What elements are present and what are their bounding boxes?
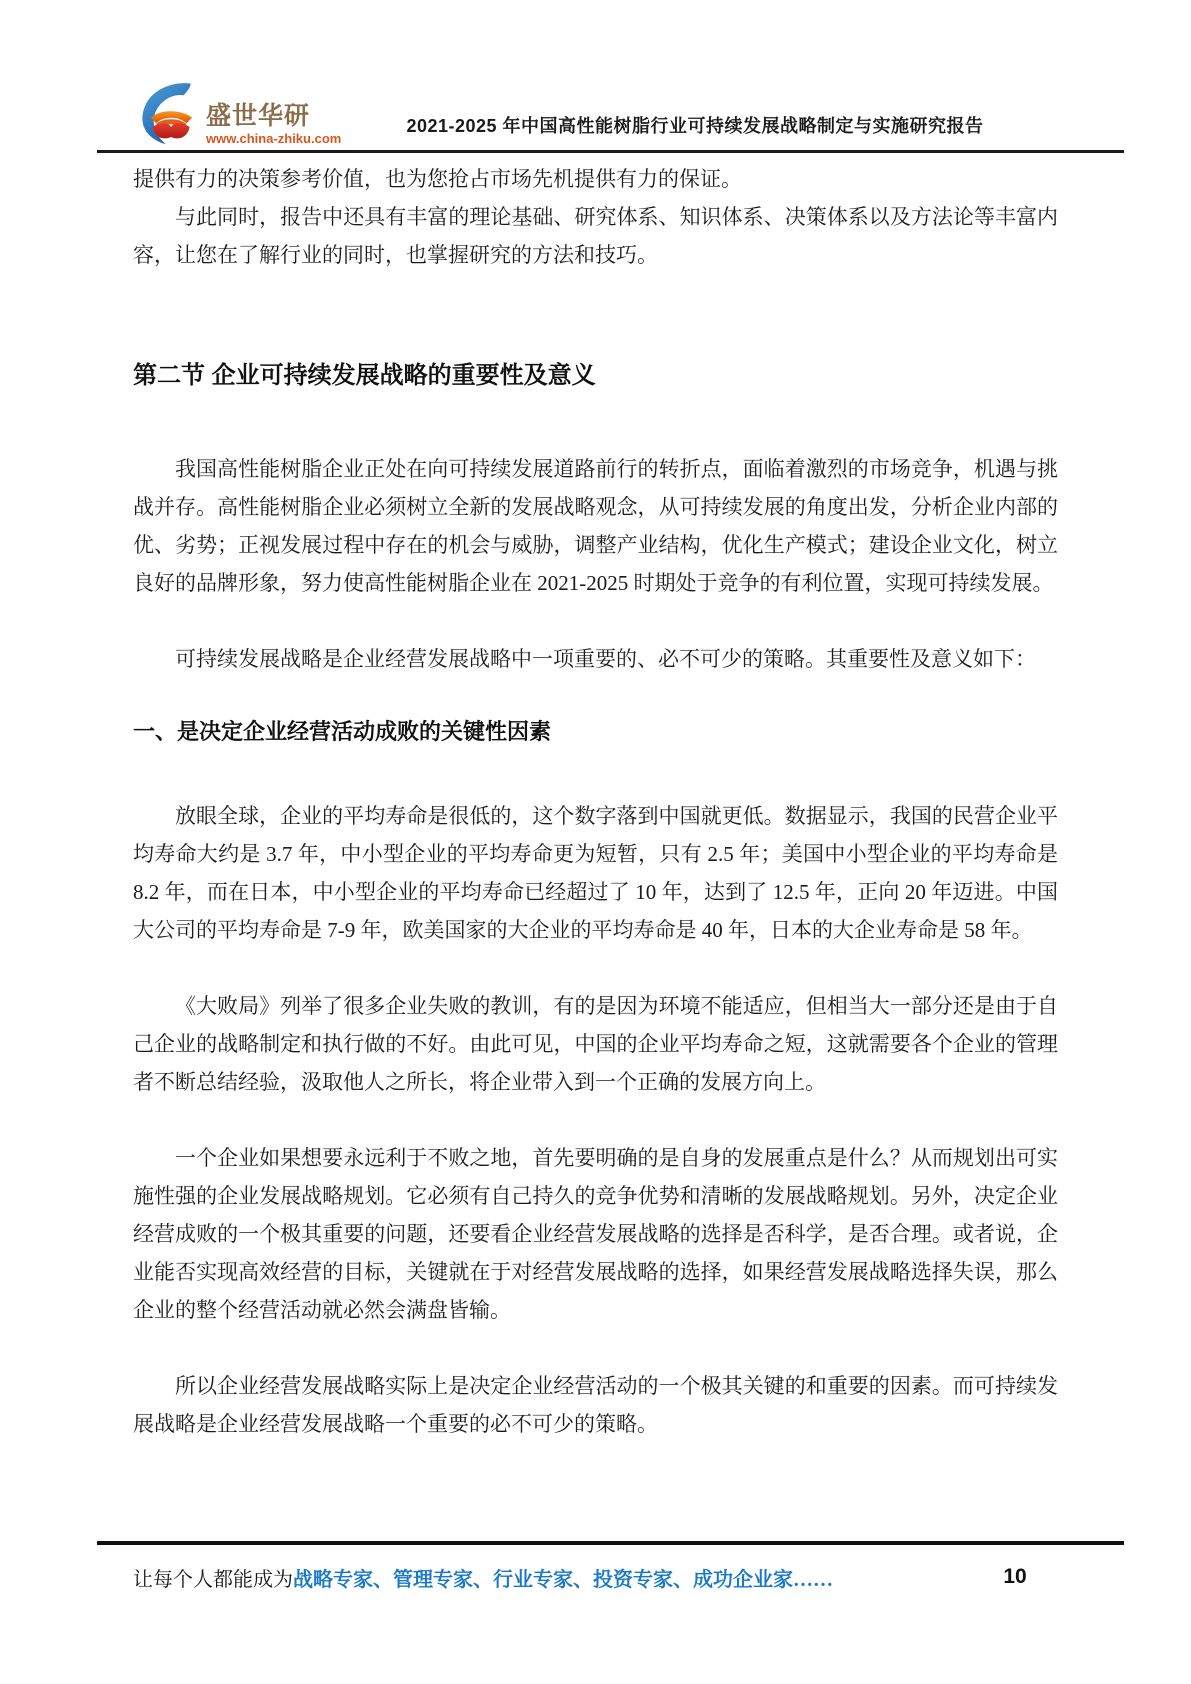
paragraph: 《大败局》列举了很多企业失败的教训，有的是因为环境不能适应，但相当大一部分还是由于自己企业的战略制定和执行做的不好。由此可见，中国的企业平均寿命之短，这就需要各个企业的管理者不断总结经验，汲取他人之所长，将企业带入到一个正确的发展方向上。	[133, 994, 1058, 1094]
paragraph: 所以企业经营发展战略实际上是决定企业经营活动的一个极其关键的和重要的因素。而可持续发展战略是企业经营发展战略一个重要的必不可少的策略。	[133, 1374, 1058, 1436]
logo-text-block	[206, 104, 341, 146]
paragraph: 我国高性能树脂企业正处在向可持续发展道路前行的转折点，面临着激烈的市场竞争，机遇与挑战并存。高性能树脂企业必须树立全新的发展战略观念，从可持续发展的角度出发，分析企业内部的优、劣势；正视发展过程中存在的机会与威胁，调整产业结构，优化生产模式；建设企业文化，树立良好的品牌形象，努力使高性能树脂企业在 2021-2025 时期处于竞争的有利位置，实现可持续发展。	[133, 457, 1058, 595]
footer-slogan	[133, 1567, 933, 1593]
logo-website-text: www.china-zhiku.com	[206, 131, 342, 146]
report-header-title: 2021-2025 年中国高性能树脂行业可持续发展战略制定与实施研究报告	[406, 116, 984, 136]
header-divider	[97, 150, 1124, 153]
section-title: 第二节 企业可持续发展战略的重要性及意义	[133, 362, 596, 389]
paragraph: 放眼全球，企业的平均寿命是很低的，这个数字落到中国就更低。数据显示，我国的民营企业平均寿命大约是 3.7 年，中小型企业的平均寿命更为短暂，只有 2.5 年；美国中小型企业的平均寿命是 8.2 年，而在日本，中小型企业的平均寿命已经超过了 10 年，达到了 12.5 年，正向 20 年迈进。中国大公司的平均寿命是 7-9 年，欧美国家的大企业的平均寿命是 40 年，日本的大企业寿命是 58 年。	[133, 804, 1058, 942]
logo-company-name: 盛世华研	[206, 102, 311, 130]
paragraph: 与此同时，报告中还具有丰富的理论基础、研究体系、知识体系、决策体系以及方法论等丰富内容，让您在了解行业的同时，也掌握研究的方法和技巧。	[133, 205, 1058, 267]
page-number: 10	[1003, 1565, 1027, 1588]
book-swoosh-icon	[140, 82, 202, 146]
document-body	[133, 160, 1058, 1481]
subsection-title: 一、是决定企业经营活动成败的关键性因素	[133, 719, 552, 744]
footer-slogan-prefix: 让每个人都能成为	[133, 1569, 293, 1591]
footer-slogan-highlight: 战略专家、管理专家、行业专家、投资专家、成功企业家……	[293, 1569, 833, 1591]
paragraph: 可持续发展战略是企业经营发展战略中一项重要的、必不可少的策略。其重要性及意义如下：	[175, 647, 1036, 671]
footer-divider	[97, 1541, 1124, 1545]
paragraph: 一个企业如果想要永远利于不败之地，首先要明确的是自身的发展重点是什么？从而规划出可实施性强的企业发展战略规划。它必须有自己持久的竞争优势和清晰的发展战略规划。另外，决定企业经营成败的一个极其重要的问题，还要看企业经营发展战略的选择是否科学，是否合理。或者说，企业能否实现高效经营的目标，关键就在于对经营发展战略的选择，如果经营发展战略选择失误，那么企业的整个经营活动就必然会满盘皆输。	[133, 1146, 1058, 1322]
paragraph: 提供有力的决策参考价值，也为您抢占市场先机提供有力的保证。	[133, 167, 742, 191]
